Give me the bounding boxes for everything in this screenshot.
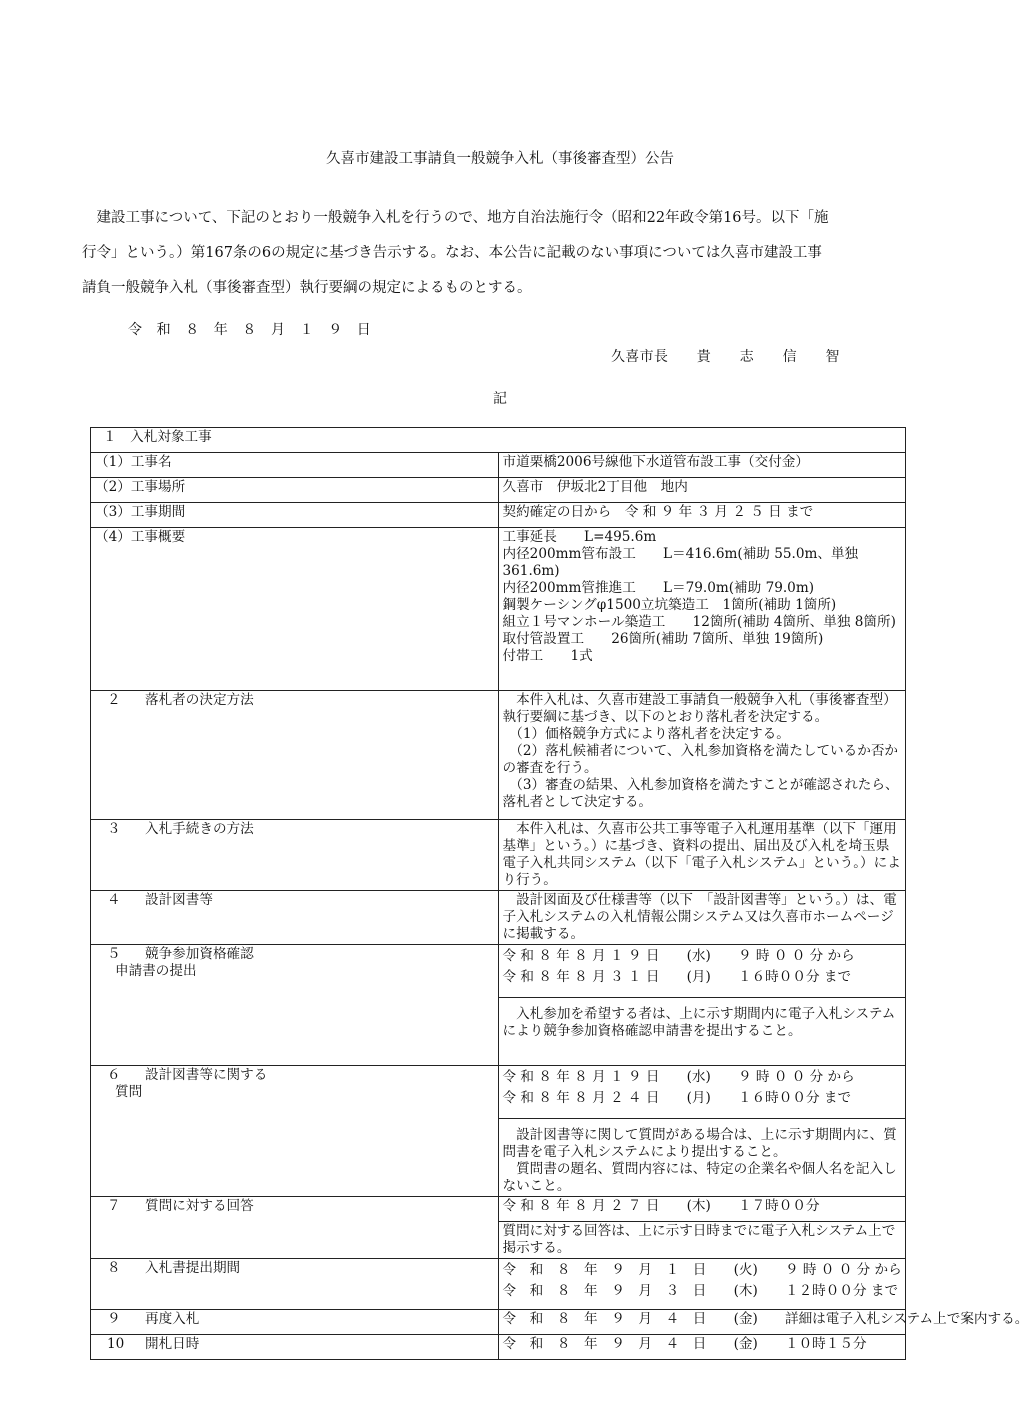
section10-label-cell: [91, 1335, 499, 1360]
section2-label-cell: [91, 691, 499, 820]
overview-line: 取付管設置工 26箇所(補助 7箇所、単独 19箇所): [502, 631, 824, 647]
table-row: [91, 1310, 906, 1335]
section1-heading: [91, 428, 906, 453]
period-to: 令 和 ８ 年 ９ 月 ３ 日 (木) １２時００分 まで: [502, 1283, 899, 1299]
table-row: [91, 453, 906, 478]
application-period: [498, 945, 906, 998]
section-label: 入札書提出期間: [145, 1260, 241, 1276]
ki-heading: 記: [493, 391, 507, 407]
period-from: 令 和 ８ 年 ９ 月 １ 日 (火) ９ 時 ０ ０ 分 から: [502, 1262, 902, 1278]
table-row: [91, 528, 906, 691]
notice-date: 令 和 ８ 年 ８ 月 １ ９ 日: [128, 322, 372, 338]
section-number: ８: [107, 1260, 121, 1276]
section-number: 10: [107, 1336, 125, 1352]
bidding-procedure: 本件入札は、久喜市公共工事等電子入札運用基準（以下「運用基準」という。）に基づき、資料の提出、届出及び入札を埼玉県電子入札共同システム（以下「電子入札システム」という。）により行う。: [498, 820, 906, 891]
construction-period: 契約確定の日から 令 和 ９ 年 ３ 月 ２ ５ 日 まで: [498, 503, 906, 528]
award-line: （3）審査の結果、入札参加資格を満たすことが確認されたら、落札者として決定する。: [502, 777, 899, 810]
row-label: （3）工事期間: [91, 503, 499, 528]
overview-line: 内径200mm管布設工 L＝416.6m(補助 55.0m、単独 361.6m): [502, 546, 863, 579]
bid-submission-period: [498, 1259, 906, 1310]
section-number: ７: [107, 1198, 121, 1214]
opening-datetime: 令 和 ８ 年 ９ 月 ４ 日 (金) １０時１５分: [498, 1335, 906, 1360]
award-line: （2）落札候補者について、入札参加資格を満たしているか否かの審査を行う。: [502, 743, 899, 776]
section-number: ３: [107, 821, 121, 837]
construction-name: 市道栗橋2006号線他下水道管布設工事（交付金）: [498, 453, 906, 478]
section-number: ４: [107, 892, 121, 908]
intro-line: 行令」という。）第167条の6の規定に基づき告示する。なお、本公告に記載のない事項については久喜市建設工事: [82, 245, 822, 261]
table-row: [91, 820, 906, 891]
intro-line: 請負一般競争入札（事後審査型）執行要綱の規定によるものとする。: [82, 280, 532, 296]
row-label: （1）工事名: [91, 453, 499, 478]
construction-location: 久喜市 伊坂北2丁目他 地内: [498, 478, 906, 503]
question-period: [498, 1066, 906, 1119]
period-from: 令 和 ８ 年 ８ 月 １ ９ 日 (水) ９ 時 ０ ０ 分 から: [502, 1069, 855, 1085]
table-row: [91, 1066, 906, 1119]
section6-label-cell: [91, 1066, 499, 1197]
period-from: 令 和 ８ 年 ８ 月 １ ９ 日 (水) ９ 時 ０ ０ 分 から: [502, 948, 855, 964]
table-row: [91, 1197, 906, 1222]
award-line: 本件入札は、久喜市建設工事請負一般競争入札（事後審査型）執行要綱に基づき、以下のとおり落札者を決定する。: [502, 692, 897, 725]
signer-name: 久喜市長 貴 志 信 智: [611, 349, 840, 365]
answer-note: 質問に対する回答は、上に示す日時までに電子入札システム上で掲示する。: [498, 1222, 906, 1259]
section8-label-cell: [91, 1259, 499, 1310]
section-label: 設計図書等に関する: [145, 1067, 268, 1083]
overview-line: 内径200mm管推進工 L＝79.0m(補助 79.0m): [502, 580, 815, 596]
document-title: 久喜市建設工事請負一般競争入札（事後審査型）公告: [326, 151, 674, 167]
row-label: （2）工事場所: [91, 478, 499, 503]
table-row: [91, 945, 906, 998]
table-row: [91, 691, 906, 820]
period-to: 令 和 ８ 年 ８ 月 ３ １ 日 (月) １６時００分 まで: [502, 969, 852, 985]
table-row: [91, 428, 906, 453]
section-label: 再度入札: [145, 1311, 200, 1327]
table-row: [91, 478, 906, 503]
section-label: 競争参加資格確認: [145, 946, 254, 962]
table-row: [91, 503, 906, 528]
section-number: ５: [107, 946, 121, 962]
section-number: ６: [107, 1067, 121, 1083]
section9-label-cell: [91, 1310, 499, 1335]
rebid-info: 令 和 ８ 年 ９ 月 ４ 日 (金) 詳細は電子入札システム上で案内する。: [498, 1310, 906, 1335]
question-note-line: 質問書の題名、質問内容には、特定の企業名や個人名を記入しないこと。: [502, 1161, 897, 1194]
row-label: （4）工事概要: [91, 528, 499, 691]
question-note: [498, 1119, 906, 1197]
intro-line: 建設工事について、下記のとおり一般競争入札を行うので、地方自治法施行令（昭和22年政令第16号。以下「施: [82, 210, 829, 226]
overview-line: 工事延長 L=495.6m: [502, 529, 657, 545]
section1-heading-text: １ 入札対象工事: [103, 429, 212, 445]
section-label: 開札日時: [145, 1336, 200, 1352]
section5-label-cell: [91, 945, 499, 1066]
period-to: 令 和 ８ 年 ８ 月 ２ ４ 日 (月) １６時００分 まで: [502, 1090, 852, 1106]
intro-paragraph: [82, 201, 908, 306]
notice-table: [90, 427, 1028, 1360]
section3-label-cell: [91, 820, 499, 891]
section-label: 落札者の決定方法: [145, 692, 254, 708]
construction-overview: [498, 528, 906, 691]
overview-line: 付帯工 1式: [502, 648, 593, 664]
section-label: 設計図書等: [145, 892, 213, 908]
table-row: [91, 1335, 906, 1360]
section-label: 申請書の提出: [115, 963, 197, 979]
design-documents: 設計図面及び仕様書等（以下 「設計図書等」という。）は、電子入札システムの入札情報公開システム又は久喜市ホームページに掲載する。: [498, 891, 906, 945]
section-label: 質問: [115, 1084, 143, 1100]
section-number: ２: [107, 692, 121, 708]
question-note-line: 設計図書等に関して質問がある場合は、上に示す期間内に、質問書を電子入札システムにより提出すること。: [502, 1127, 897, 1160]
table-row: [91, 1259, 906, 1310]
overview-line: 鋼製ケーシングφ1500立坑築造工 1箇所(補助 1箇所): [502, 597, 837, 613]
section4-label-cell: [91, 891, 499, 945]
section-label: 入札手続きの方法: [145, 821, 254, 837]
section7-label-cell: [91, 1197, 499, 1259]
table-row: [91, 891, 906, 945]
application-note: 入札参加を希望する者は、上に示す期間内に電子入札システムにより競争参加資格確認申請書を提出すること。: [498, 998, 906, 1066]
overview-line: 組立１号マンホール築造工 12箇所(補助 4箇所、単独 8箇所): [502, 614, 896, 630]
section-label: 質問に対する回答: [145, 1198, 254, 1214]
award-line: （1）価格競争方式により落札者を決定する。: [502, 726, 790, 742]
section-number: ９: [107, 1311, 121, 1327]
answer-datetime: 令 和 ８ 年 ８ 月 ２ ７ 日 (木) １７時００分: [498, 1197, 906, 1222]
award-method: [498, 691, 906, 820]
